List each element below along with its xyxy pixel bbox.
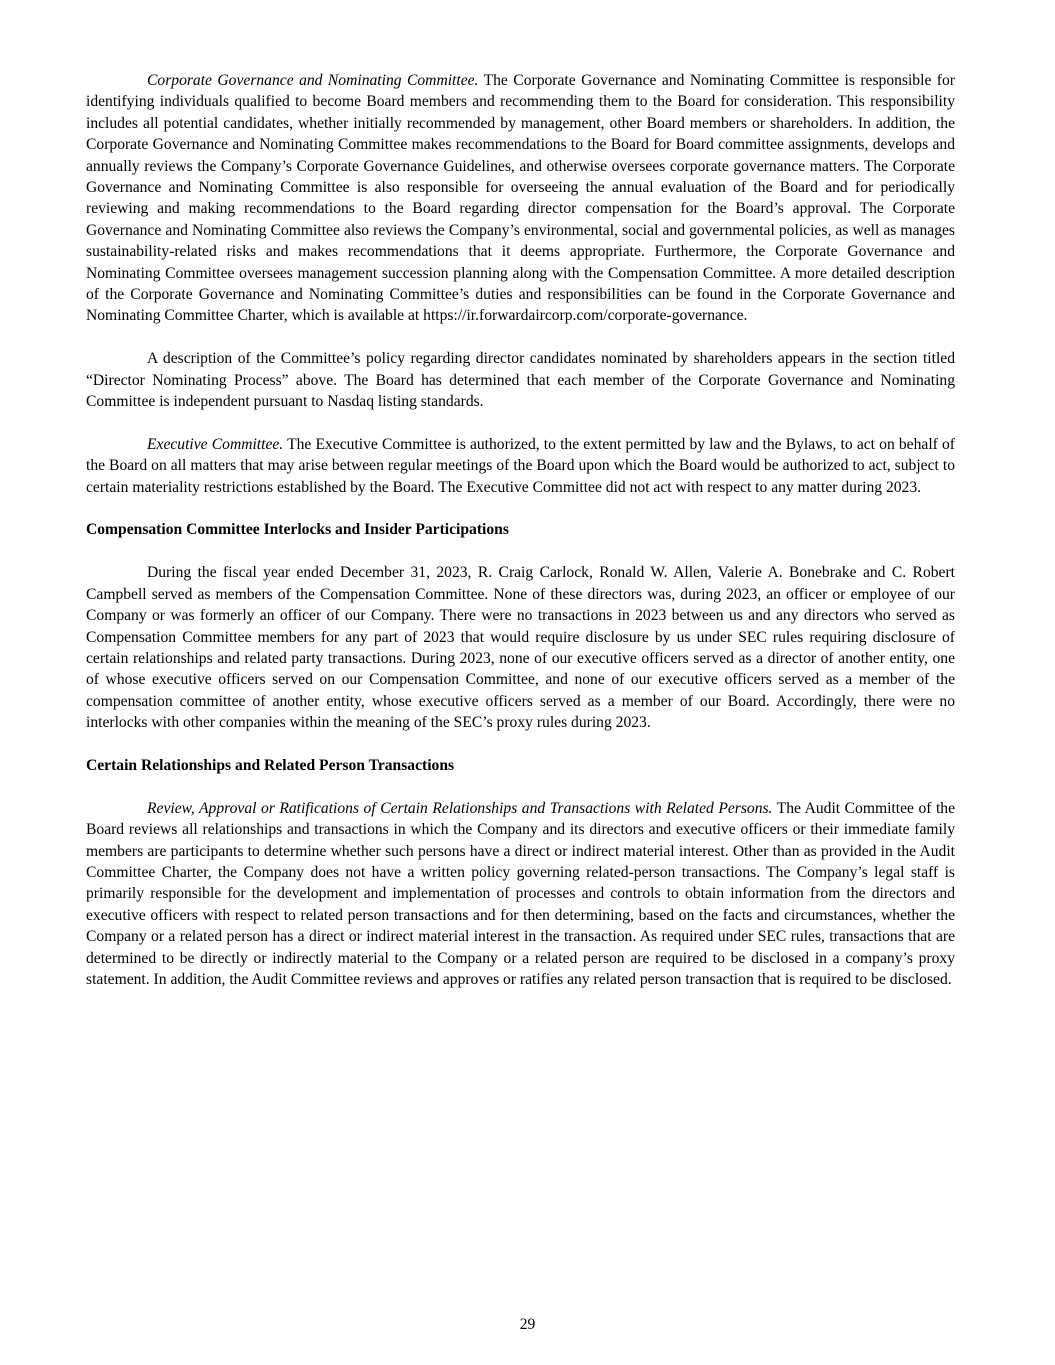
paragraph-lead-italic: Executive Committee. (147, 435, 284, 453)
heading-compensation-committee-interlocks: Compensation Committee Interlocks and Insider Participations (86, 521, 509, 539)
paragraph-review-approval-ratifications (86, 798, 955, 991)
paragraph-body-text: During the fiscal year ended December 31, 2023, R. Craig Carlock, Ronald W. Allen, Valerie A. Bonebrake and C. Robert Campbell served as members of the Compensation Committee. None of these directors was, during 2023, an officer or employee of our Company or was formerly an officer of our Company. There were no transactions in 2023 between us and any directors who served as Compensation Committee members for any part of 2023 that would require disclosure by us under SEC rules requiring disclosure of certain relationships and related party transactions. During 2023, none of our executive officers served as a director of another entity, one of whose executive officers served on our Compensation Committee, and none of our executive officers served as a member of the compensation committee of another entity, whose executive officers served as a member of our Board. Accordingly, there were no interlocks with other companies within the meaning of the SEC’s proxy rules during 2023. (86, 564, 955, 732)
paragraph-director-nominating-policy (86, 348, 955, 412)
paragraph-body-text: The Corporate Governance and Nominating Committee is responsible for identifying individuals qualified to become Board members and recommending them to the Board for consideration. This responsibility includes all potential candidates, whether initially recommended by management, other Board members or shareholders. In addition, the Corporate Governance and Nominating Committee makes recommendations to the Board for Board committee assignments, develops and annually reviews the Company’s Corporate Governance Guidelines, and otherwise oversees corporate governance matters. The Corporate Governance and Nominating Committee is also responsible for overseeing the annual evaluation of the Board and for periodically reviewing and making recommendations to the Board regarding director compensation for the Board’s approval. The Corporate Governance and Nominating Committee also reviews the Company’s environmental, social and governmental policies, as well as manages sustainability-related risks and makes recommendations that it deems appropriate. Furthermore, the Corporate Governance and Nominating Committee oversees management succession planning along with the Compensation Committee. A more detailed description of the Corporate Governance and Nominating Committee’s duties and responsibilities can be found in the Corporate Governance and Nominating Committee Charter, which is available at https://ir.forwardaircorp.com/corporate-governance. (86, 72, 955, 325)
paragraph-body-text: The Audit Committee of the Board reviews all relationships and transactions in which the Company and its directors and executive officers or their immediate family members are participants to determine whether such persons have a direct or indirect material interest. Other than as provided in the Audit Committee Charter, the Company does not have a written policy governing related-person transactions. The Company’s legal staff is primarily responsible for the development and implementation of processes and controls to obtain information from the directors and executive officers with respect to related person transactions and for then determining, based on the facts and circumstances, whether the Company or a related person has a direct or indirect material interest in the transaction. As required under SEC rules, transactions that are determined to be directly or indirectly material to the Company or a related person are required to be disclosed in a company’s proxy statement. In addition, the Audit Committee reviews and approves or ratifies any related person transaction that is required to be disclosed. (86, 799, 956, 988)
heading-certain-relationships: Certain Relationships and Related Person Transactions (86, 756, 455, 774)
paragraph-body-text: A description of the Committee’s policy regarding director candidates nominated by shareholders appears in the section titled “Director Nominating Process” above. The Board has determined that each member of the Corporate Governance and Nominating Committee is independent pursuant to Nasdaq listing standards. (86, 350, 955, 411)
paragraph-corporate-governance-committee (86, 70, 955, 327)
paragraph-lead-italic: Review, Approval or Ratifications of Certain Relationships and Transactions with Related Persons. (147, 799, 773, 817)
paragraph-executive-committee (86, 434, 955, 498)
paragraph-compensation-committee-members (86, 562, 955, 733)
paragraph-body-text: The Executive Committee is authorized, to the extent permitted by law and the Bylaws, to act on behalf of the Board on all matters that may arise between regular meetings of the Board upon which the Board would be authorized to act, subject to certain materiality restrictions established by the Board. The Executive Committee did not act with respect to any matter during 2023. (86, 435, 955, 496)
page-number: 29 (519, 1315, 536, 1333)
paragraph-lead-italic: Corporate Governance and Nominating Committee. (147, 72, 479, 89)
